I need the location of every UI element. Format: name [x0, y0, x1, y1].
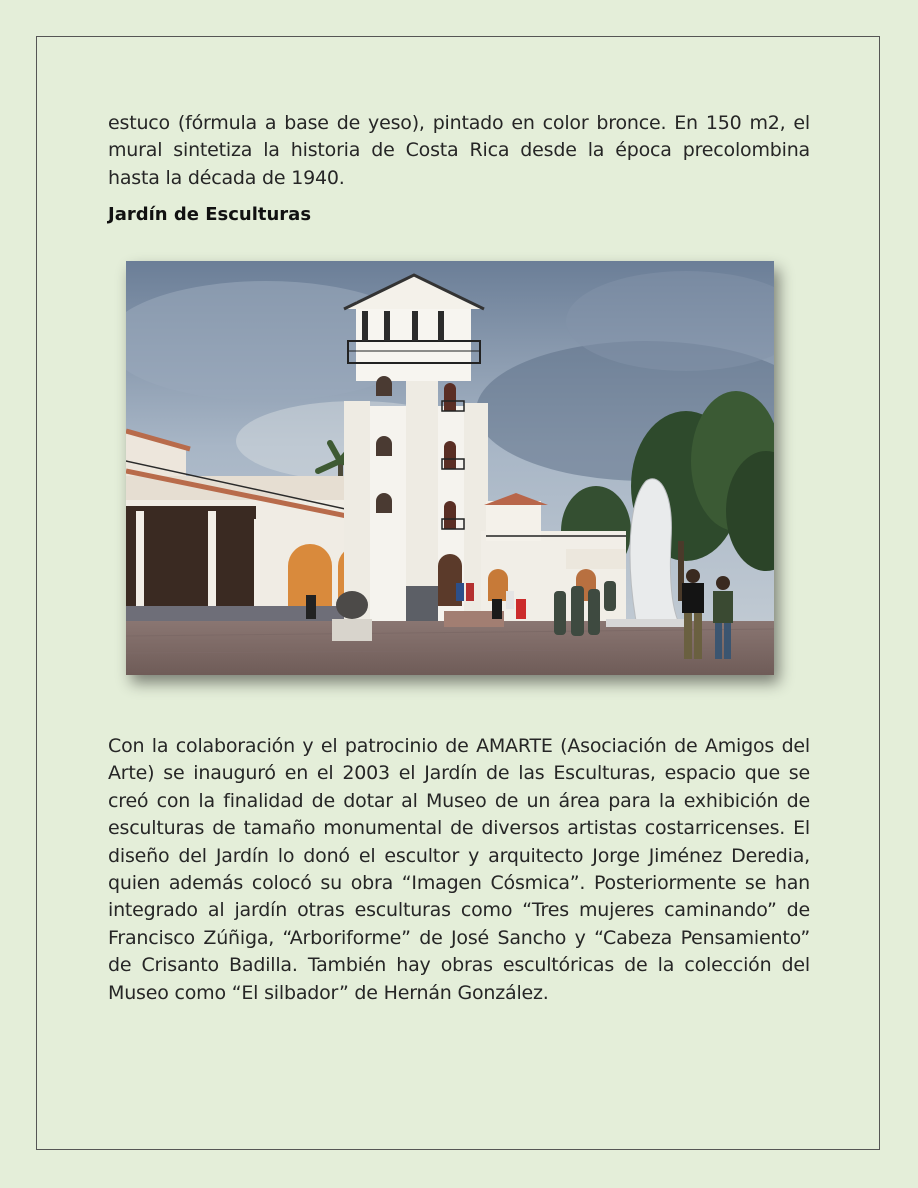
intro-paragraph: estuco (fórmula a base de yeso), pintado en color bronce. En 150 m2, el mural sintetiza la historia de Costa Rica desde la época precolombina hasta la década de 1940.: [108, 112, 810, 189]
tower: [344, 275, 488, 631]
plaza-ground: [126, 621, 774, 675]
body-paragraph: Con la colaboración y el patrocinio de AMARTE (Asociación de Amigos del Arte) se inauguró en el 2003 el Jardín de las Esculturas, espacio que se creó con la finalidad de dotar al Museo de un área para la exhibición de esculturas de tamaño monumental de diversos artistas costarricenses. El diseño del Jardín lo donó el escultor y arquitecto Jorge Jiménez Deredia, quien además colocó su obra “Imagen Cósmica”. Posteriormente se han integrado al jardín otras esculturas como “Tres mujeres caminando” de Francisco Zúñiga, “Arboriforme” de José Sancho y “Cabeza Pensamiento” de Crisanto Badilla. También hay obras escultóricas de la colección del Museo como “El silbador” de Hernán González.: [108, 735, 810, 1004]
museum-tower-photo: [126, 261, 774, 675]
section-heading: Jardín de Esculturas: [108, 204, 312, 225]
